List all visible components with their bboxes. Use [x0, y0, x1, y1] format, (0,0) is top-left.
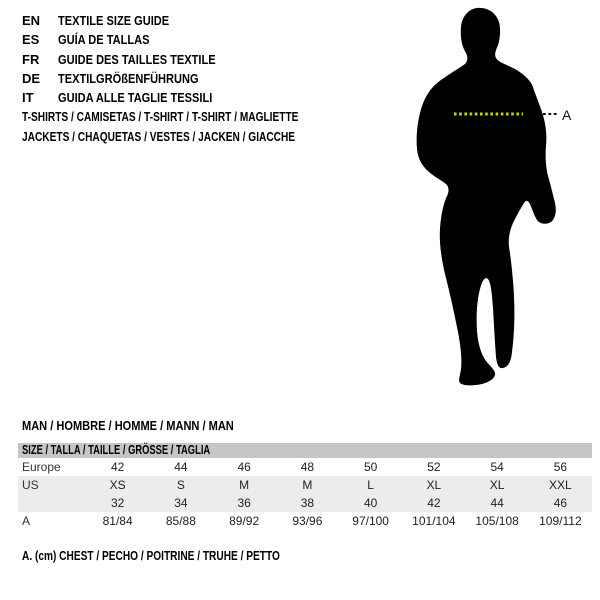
table-row-chest-a: [18, 512, 592, 530]
language-row-fr: [22, 50, 243, 69]
language-label: GUÍA DE TALLAS: [58, 32, 150, 48]
size-table-header-label: SIZE / TALLA / TAILLE / GRÖSSE / TAGLIA: [22, 443, 211, 457]
cell: XS: [109, 478, 126, 492]
language-label: GUIDA ALLE TAGLIE TESSILI: [58, 90, 213, 106]
row-label: US: [22, 478, 39, 492]
cell: 38: [300, 496, 315, 510]
size-table: [18, 443, 592, 530]
cell: 52: [427, 460, 441, 474]
cell: XL: [426, 478, 442, 492]
language-row-es: [22, 30, 243, 49]
cell: M: [239, 478, 250, 492]
cell: 32: [110, 496, 125, 510]
cell: 109/112: [539, 514, 582, 528]
cell: 101/104: [412, 514, 456, 528]
measure-label-a: A: [562, 107, 572, 123]
row-label: [18, 494, 86, 512]
language-code: EN: [22, 13, 41, 29]
cell: 48: [300, 460, 315, 474]
language-label: TEXTILE SIZE GUIDE: [58, 13, 170, 29]
language-label: TEXTILGRÖßENFÜHRUNG: [58, 71, 199, 87]
cell: 93/96: [292, 514, 323, 528]
cell: 36: [237, 496, 251, 510]
language-code: ES: [22, 32, 40, 48]
cell: M: [302, 478, 313, 492]
cell: 85/88: [165, 514, 196, 528]
cell: 34: [174, 496, 188, 510]
cell: 105/108: [475, 514, 519, 528]
cell: 89/92: [229, 514, 260, 528]
language-label: GUIDE DES TAILLES TEXTILE: [58, 51, 216, 67]
cell: 46: [553, 496, 568, 510]
cell: 97/100: [352, 514, 389, 528]
table-row-europe: [18, 458, 592, 476]
cell: 56: [553, 460, 568, 474]
language-row-en: [22, 11, 243, 30]
language-code: FR: [22, 51, 40, 67]
man-silhouette: [417, 8, 556, 386]
size-table-grid: [18, 458, 592, 530]
cell: 42: [427, 496, 441, 510]
language-code: IT: [22, 90, 34, 106]
cell: 50: [363, 460, 378, 474]
measurement-footnote: A. (cm) CHEST / PECHO / POITRINE / TRUHE / PETTO: [22, 548, 280, 563]
language-row-de: [22, 69, 243, 88]
cell: 44: [174, 460, 188, 474]
cell: 44: [490, 496, 504, 510]
category-list: [22, 107, 376, 147]
row-label: Europe: [22, 460, 61, 474]
language-list: [22, 11, 243, 107]
man-silhouette-figure: [390, 0, 600, 420]
row-label: A: [22, 514, 31, 528]
table-row-us: [18, 476, 592, 494]
cell: 40: [363, 496, 378, 510]
category-jackets: JACKETS / CHAQUETAS / VESTES / JACKEN / GIACCHE: [22, 129, 296, 144]
cell: XL: [489, 478, 505, 492]
cell: 42: [110, 460, 125, 474]
cell: S: [176, 478, 185, 492]
language-code: DE: [22, 71, 41, 87]
language-row-it: [22, 88, 243, 107]
section-label-man: MAN / HOMBRE / HOMME / MANN / MAN: [22, 418, 234, 433]
cell: XXL: [549, 478, 572, 492]
cell: 81/84: [102, 514, 133, 528]
table-row-alt-size: [18, 494, 592, 512]
size-table-header: [18, 443, 592, 458]
cell: 46: [237, 460, 251, 474]
category-tshirts: T-SHIRTS / CAMISETAS / T-SHIRT / T-SHIRT / MAGLIETTE: [22, 109, 299, 124]
cell: L: [367, 478, 374, 492]
cell: 54: [490, 460, 504, 474]
